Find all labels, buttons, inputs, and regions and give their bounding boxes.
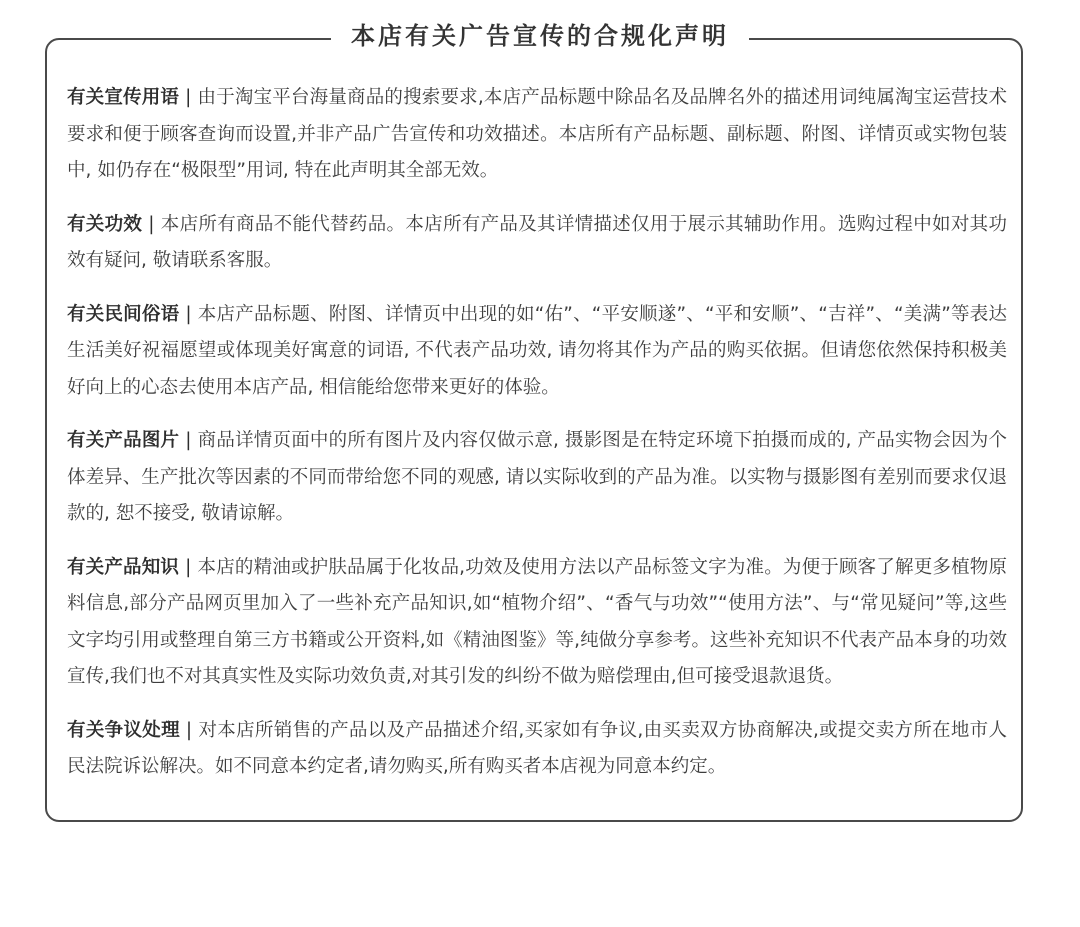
section-heading: 有关功效 (67, 213, 143, 235)
section-body: 本店产品标题、附图、详情页中出现的如“佑”、“平安顺遂”、“平和安顺”、“吉祥”、“美满”等表达生活美好祝福愿望或体现美好寓意的词语, 不代表产品功效, 请勿将其作为产品的购买依据。但请您依然保持积极美好向上的心态去使用本店产品, 相信能给您带来更好的体验。 (67, 303, 1007, 398)
section-heading: 有关产品图片 (67, 430, 180, 451)
section-body: 商品详情页面中的所有图片及内容仅做示意, 摄影图是在特定环境下拍摄而成的, 产品实物会因为个体差异、生产批次等因素的不同而带给您不同的观感, 请以实际收到的产品为准。以实物与摄影图有差别而要求仅退款的, 恕不接受, 敬请谅解。 (67, 430, 1007, 524)
section-dispute-handling (67, 713, 1007, 786)
page-title: 本店有关广告宣传的合规化声明 (331, 18, 749, 54)
section-product-images (67, 423, 1007, 533)
section-separator: | (185, 303, 192, 325)
section-efficacy (67, 207, 1007, 280)
section-product-knowledge (67, 550, 1007, 696)
notice-content (67, 80, 1007, 803)
section-body: 本店所有商品不能代替药品。本店所有产品及其详情描述仅用于展示其辅助作用。选购过程中如对其功效有疑问, 敬请联系客服。 (67, 213, 1007, 271)
section-heading: 有关争议处理 (67, 719, 180, 741)
section-heading: 有关民间俗语 (67, 303, 180, 325)
section-separator: | (185, 556, 192, 578)
section-separator: | (148, 213, 155, 235)
section-separator: | (185, 87, 192, 108)
section-folk-sayings (67, 297, 1007, 407)
section-heading: 有关宣传用语 (67, 87, 180, 108)
section-promotional-terms (67, 80, 1007, 190)
section-body: 由于淘宝平台海量商品的搜索要求,本店产品标题中除品名及品牌名外的描述用词纯属淘宝运营技术要求和便于顾客查询而设置,并非产品广告宣传和功效描述。本店所有产品标题、副标题、附图、详情页或实物包装中, 如仍存在“极限型”用词, 特在此声明其全部无效。 (67, 87, 1007, 181)
section-separator: | (185, 719, 193, 741)
title-bar (0, 18, 1080, 54)
section-body: 对本店所销售的产品以及产品描述介绍,买家如有争议,由买卖双方协商解决,或提交卖方所在地市人民法院诉讼解决。如不同意本约定者,请勿购买,所有购买者本店视为同意本约定。 (67, 719, 1007, 777)
section-separator: | (185, 430, 192, 451)
section-body: 本店的精油或护肤品属于化妆品,功效及使用方法以产品标签文字为准。为便于顾客了解更多植物原料信息,部分产品网页里加入了一些补充产品知识,如“植物介绍”、“香气与功效”“使用方法”、与“常见疑问”等,这些文字均引用或整理自第三方书籍或公开资料,如《精油图鉴》等,纯做分享参考。这些补充知识不代表产品本身的功效宣传,我们也不对其真实性及实际功效负责,对其引发的纠纷不做为赔偿理由,但可接受退款退货。 (67, 556, 1007, 687)
section-heading: 有关产品知识 (67, 556, 180, 578)
